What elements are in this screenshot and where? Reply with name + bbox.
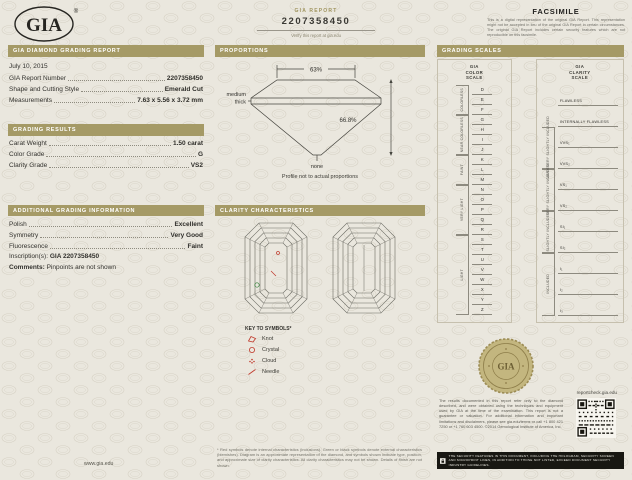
diagrams-column	[215, 45, 425, 468]
clarity-steps	[558, 85, 618, 316]
field-value: G	[197, 150, 203, 158]
field-value: VS2	[190, 161, 203, 169]
registered-mark: ®	[73, 9, 79, 15]
color-step: X	[472, 285, 492, 295]
clarity-scale-heading	[539, 64, 621, 81]
clarity-step: I₁	[558, 253, 618, 274]
external-symbol-mark	[255, 283, 259, 287]
clarity-ladder	[539, 85, 621, 316]
dotted-leader	[81, 91, 163, 92]
inscription-row	[8, 253, 204, 261]
color-group-label: FAINT	[460, 164, 465, 176]
key-symbol-label: Knot	[262, 336, 274, 342]
field-value: Emerald Cut	[164, 86, 203, 94]
clarity-diagram-pavilion	[333, 223, 395, 313]
key-symbol-label: Crystal	[262, 347, 280, 353]
report-label: GIA REPORT	[294, 8, 338, 14]
field-row	[8, 139, 204, 147]
proportions-note: Profile not to actual proportions	[281, 173, 359, 180]
color-step: H	[472, 125, 492, 135]
clarity-group-label: VERY SLIGHTLY INCLUDED	[545, 164, 550, 216]
dotted-leader	[46, 156, 196, 157]
heading-line: GIA	[575, 64, 585, 69]
color-scale-heading	[440, 64, 509, 81]
color-step: J	[472, 145, 492, 155]
clarity-group	[542, 253, 555, 316]
legal-text: The results documented in this report refer only to the diamond described, and were obtained using the techniques and equipment used by GIA at the time of the examination. This report is not a guarantee or valuation. For additional information and important limitations and disclaimers, please see gia.edu/terms or call +1 800 421 7250 or +1 760 603 4500. ©2014 Gemological Institute of America, Inc.	[439, 398, 563, 429]
gia-logo	[13, 4, 81, 49]
color-group-label: LIGHT	[460, 268, 465, 281]
clarity-group	[542, 164, 555, 216]
clarity-plot-diagrams	[215, 221, 425, 316]
scales-area	[437, 59, 624, 323]
reportcheck-link[interactable]: reportcheck.gia.edu	[576, 390, 617, 395]
color-step: Y	[472, 295, 492, 305]
culet-label: none	[310, 163, 324, 170]
needle-icon	[247, 368, 257, 376]
dotted-leader	[50, 248, 185, 249]
clarity-step: VVS₂	[558, 148, 618, 169]
clarity-group-brackets	[542, 85, 555, 316]
clarity-group-label: SLIGHTLY INCLUDED	[545, 212, 550, 252]
field-label: GIA Report Number	[9, 75, 67, 82]
clarity-step: VVS₁	[558, 127, 618, 148]
field-label: Clarity Grade	[9, 161, 48, 169]
field-value: Very Good	[170, 231, 203, 239]
color-group-label: VERY LIGHT	[460, 198, 465, 222]
clarity-step: VS₂	[558, 190, 618, 211]
key-symbol-row	[247, 335, 425, 343]
clarity-step: SI₁	[558, 211, 618, 232]
clarity-group-label: VERY VERY SLIGHTLY INCLUDED	[545, 116, 550, 180]
heading-line: GIA	[469, 64, 479, 69]
facsimile-title: FACSIMILE	[532, 7, 580, 16]
color-step: G	[472, 115, 492, 125]
section-header-clarity: CLARITY CHARACTERISTICS	[215, 205, 425, 217]
comments-label: Comments:	[9, 264, 45, 272]
knot-icon	[247, 335, 257, 343]
key-symbol-row	[247, 357, 425, 365]
crystal-icon	[247, 346, 257, 354]
field-value: Excellent	[174, 220, 203, 228]
color-steps	[472, 85, 492, 315]
report-number-block	[251, 8, 381, 38]
field-label: Symmetry	[9, 231, 39, 239]
color-step: Q	[472, 215, 492, 225]
color-step: O	[472, 195, 492, 205]
profile-diagram	[215, 60, 425, 172]
seal-gia-text: GIA	[497, 361, 515, 372]
color-step: I	[472, 135, 492, 145]
color-step: W	[472, 275, 492, 285]
security-text: THE SECURITY FEATURES IN THIS DOCUMENT, INCLUDING THE HOLOGRAM, SECURITY SCREEN AND MICROPRINT LINES, IN ADDITION TO THOSE NOT LISTED, EXCEED DOCUMENT SECURITY INDUSTRY GUIDELINES.	[448, 454, 614, 467]
clarity-diagram-crown	[245, 223, 307, 313]
field-value: 7.63 x 5.56 x 3.72 mm	[137, 97, 203, 105]
field-row	[8, 161, 204, 169]
color-step: R	[472, 225, 492, 235]
field-value: 1.50 carat	[173, 139, 203, 147]
key-symbol-row	[247, 368, 425, 376]
field-value: 2207358450	[166, 75, 203, 82]
table-percentage: 63%	[309, 67, 323, 73]
field-label: Color Grade	[9, 150, 45, 158]
inscription-value: GIA 2207358450	[49, 253, 100, 261]
field-label: Carat Weight	[9, 139, 47, 147]
field-label: Shape and Cutting Style	[9, 86, 80, 94]
field-row	[8, 86, 204, 94]
color-step: P	[472, 205, 492, 215]
lock-icon	[440, 455, 446, 467]
color-group	[456, 115, 469, 155]
color-step: S	[472, 235, 492, 245]
verify-link[interactable]: Verify this report at gia.edu	[291, 33, 341, 38]
color-step: L	[472, 165, 492, 175]
qr-code	[576, 398, 616, 438]
cloud-icon	[247, 357, 257, 365]
clarity-step: I₂	[558, 274, 618, 295]
clarity-group-label: INCLUDED	[545, 274, 550, 295]
grading-scales-column	[437, 45, 624, 467]
gia-url-link[interactable]: www.gia.edu	[84, 461, 114, 467]
field-row	[8, 242, 204, 250]
dotted-leader	[68, 80, 165, 81]
report-number: 2207358450	[281, 16, 351, 27]
color-group-label: COLORLESS	[460, 88, 465, 112]
security-bar	[437, 452, 624, 469]
facsimile-block	[487, 7, 625, 38]
dotted-leader	[40, 237, 168, 238]
gia-seal	[477, 337, 535, 395]
color-step: D	[472, 85, 492, 95]
section-header-grading-results: GRADING RESULTS	[8, 124, 204, 136]
section-header-grading-report: GIA DIAMOND GRADING REPORT	[8, 45, 204, 57]
heading-line: SCALE	[571, 75, 589, 81]
color-step: F	[472, 105, 492, 115]
color-group-brackets	[456, 85, 469, 315]
clarity-step: FLAWLESS	[558, 85, 618, 106]
facsimile-text: This is a digital representation of the original GIA Report. This representation might not be accepted in lieu of the original GIA Report in certain circumstances. The original GIA Report includes certain security features which are not reproducible on this facsimile.	[487, 18, 625, 37]
color-group	[456, 185, 469, 235]
report-details-column	[8, 45, 204, 276]
field-row	[8, 150, 204, 158]
color-ladder	[440, 85, 509, 315]
color-group	[456, 85, 469, 115]
color-step: N	[472, 185, 492, 195]
field-row	[8, 231, 204, 239]
clarity-group	[542, 211, 555, 253]
heading-line: SCALE	[466, 75, 483, 81]
color-step: V	[472, 265, 492, 275]
inscription-label: Inscription(s):	[9, 253, 49, 261]
color-step: Z	[472, 305, 492, 315]
clarity-group	[542, 116, 555, 180]
dotted-leader	[49, 167, 188, 168]
color-step: K	[472, 155, 492, 165]
comments-row	[8, 264, 204, 272]
field-row	[8, 97, 204, 105]
key-symbol-label: Needle	[262, 369, 280, 375]
clarity-step: I₃	[558, 295, 618, 316]
section-header-proportions: PROPORTIONS	[215, 45, 425, 57]
color-step: U	[472, 255, 492, 265]
field-label: Fluorescence	[9, 242, 49, 250]
field-label: Polish	[9, 220, 27, 228]
dotted-leader	[29, 226, 173, 227]
field-row	[8, 75, 204, 83]
section-header-additional-info: ADDITIONAL GRADING INFORMATION	[8, 205, 204, 217]
heading-line: COLOR	[465, 69, 484, 75]
dotted-leader	[54, 102, 135, 103]
color-group	[456, 235, 469, 315]
girdle-label-thick: thick	[234, 99, 246, 105]
key-symbol-row	[247, 346, 425, 354]
color-scale-box	[437, 59, 512, 323]
field-row	[8, 220, 204, 228]
color-step: M	[472, 175, 492, 185]
key-symbol-label: Cloud	[262, 358, 277, 364]
girdle-label-medium: medium	[226, 91, 246, 98]
color-step: E	[472, 95, 492, 105]
clarity-step: SI₂	[558, 232, 618, 253]
color-group-label: NEAR COLORLESS	[460, 117, 465, 153]
depth-percentage: 66.8%	[339, 117, 357, 124]
heading-line: CLARITY	[569, 69, 591, 75]
comments-value: Pinpoints are not shown	[46, 264, 116, 272]
symbols-footnote: * Red symbols denote internal characteristics (inclusions). Green or black symbols denote external characteristics (blemishes). Diagram is an approximate representation of the diamond, and symbols shown indicate type, position, and approximate size of clarity characteristics. All clarity characteristics may not be shown. Details of finish are not shown.	[217, 447, 422, 468]
field-value: Faint	[187, 242, 203, 250]
clarity-step: INTERNALLY FLAWLESS	[558, 106, 618, 127]
dotted-leader	[49, 145, 171, 146]
section-header-grading-scales: GRADING SCALES	[437, 45, 624, 57]
key-to-symbols-title: KEY TO SYMBOLS*	[245, 326, 292, 332]
crystal-symbol-mark	[277, 252, 280, 255]
field-label: Measurements	[9, 97, 52, 105]
color-step: T	[472, 245, 492, 255]
report-date: July 10, 2015	[9, 62, 48, 70]
needle-symbol-mark	[271, 271, 276, 276]
color-group	[456, 155, 469, 185]
clarity-step: VS₁	[558, 169, 618, 190]
gia-logo-text: GIA	[26, 15, 62, 36]
clarity-scale-box	[536, 59, 624, 323]
divider-line	[257, 30, 375, 31]
